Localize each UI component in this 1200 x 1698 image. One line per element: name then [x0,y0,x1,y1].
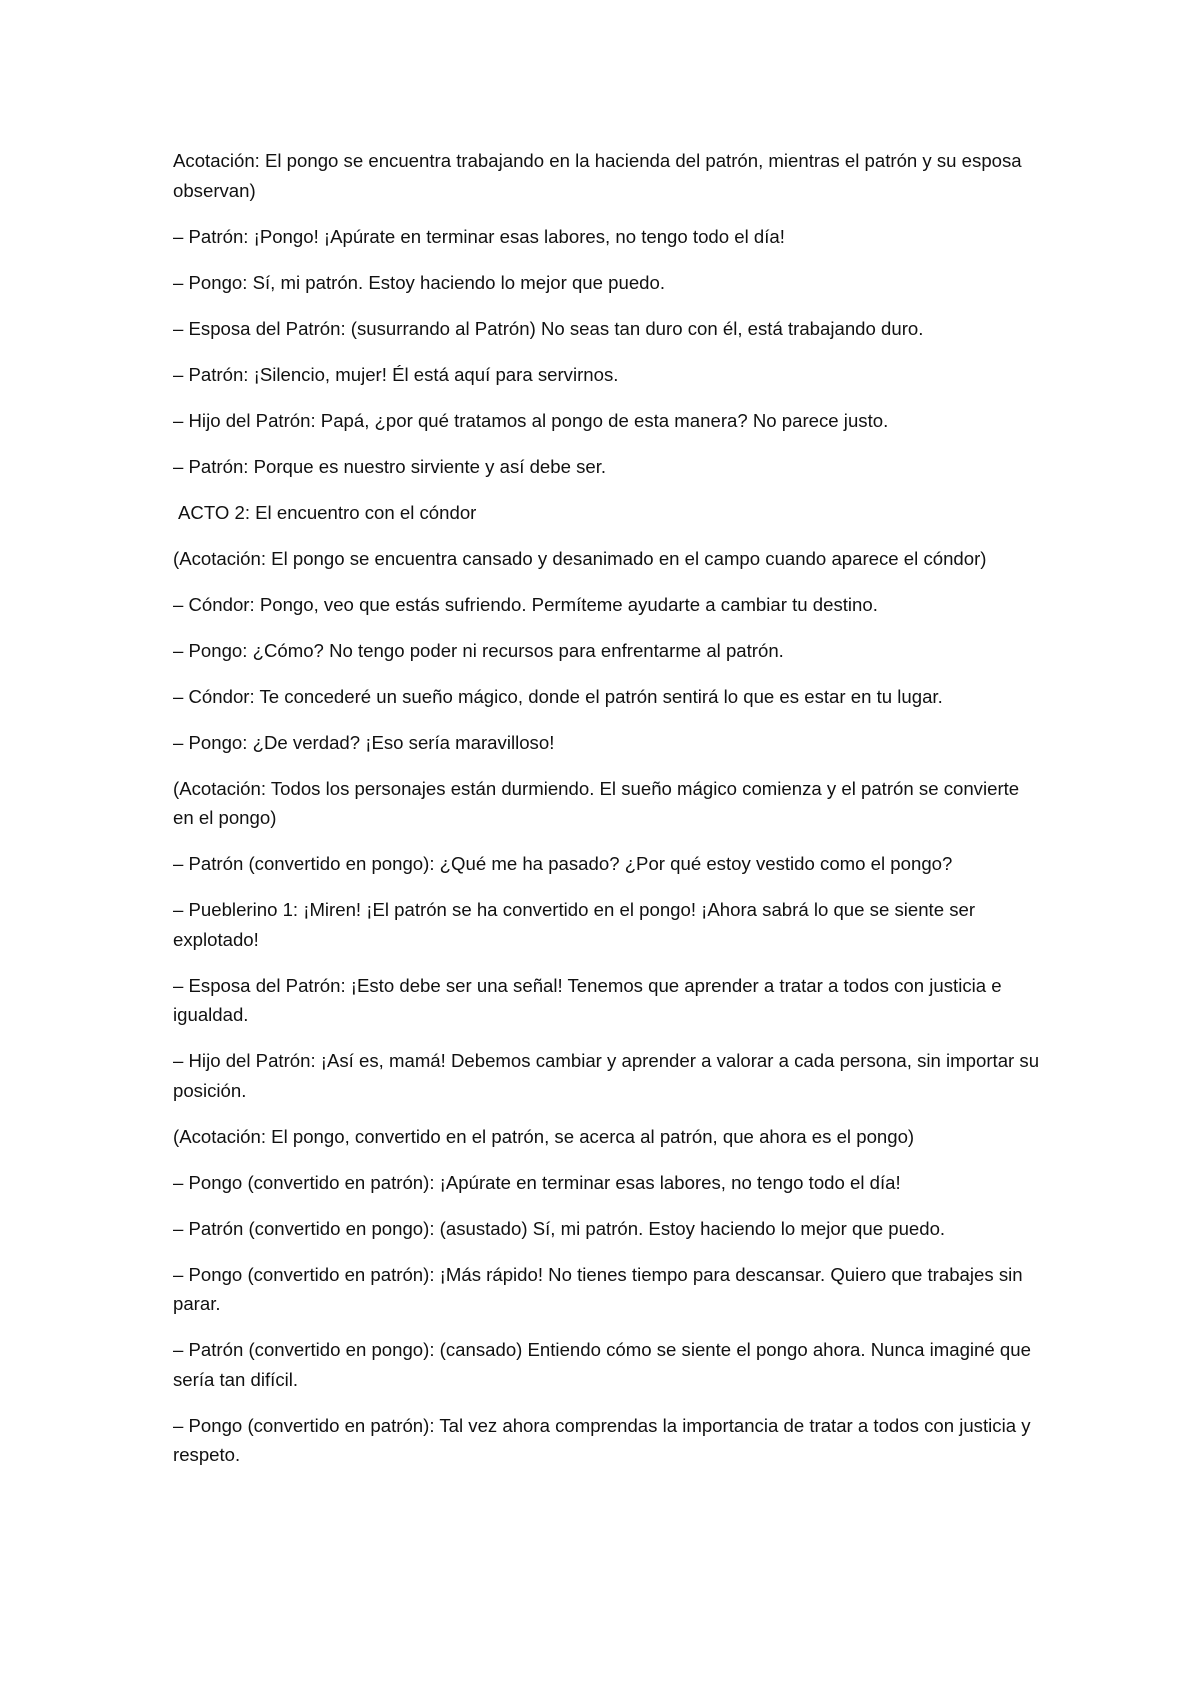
stage-direction: (Acotación: El pongo se encuentra cansado y desanimado en el campo cuando aparece el cóndor) [173,547,987,569]
dialogue-line: – Pongo (convertido en patrón): ¡Más rápido! No tienes tiempo para descansar. Quiero que trabajes sin parar. [173,1263,1023,1314]
dialogue-line: – Patrón (convertido en pongo): ¿Qué me ha pasado? ¿Por qué estoy vestido como el pongo? [173,853,953,874]
dialogue-line: – Hijo del Patrón: Papá, ¿por qué tratamos al pongo de esta manera? No parece justo. [173,409,889,431]
dialogue-line: – Patrón (convertido en pongo): (cansado) Entiendo cómo se siente el pongo ahora. Nunca imaginé que sería tan difícil. [173,1339,1031,1390]
dialogue-line: – Pongo: ¿Cómo? No tengo poder ni recursos para enfrentarme al patrón. [173,639,784,661]
document-body [173,146,1043,1486]
dialogue-line: – Pueblerino 1: ¡Miren! ¡El patrón se ha convertido en el pongo! ¡Ahora sabrá lo que se siente ser explotado! [173,899,976,950]
dialogue-line: – Hijo del Patrón: ¡Así es, mamá! Debemos cambiar y aprender a valorar a cada persona, sin importar su posición. [173,1050,1040,1101]
dialogue-line: – Cóndor: Te concederé un sueño mágico, donde el patrón sentirá lo que es estar en tu lugar. [173,685,943,707]
stage-direction: (Acotación: El pongo, convertido en el patrón, se acerca al patrón, que ahora es el pongo) [173,1125,915,1147]
act-heading: ACTO 2: El encuentro con el cóndor [178,501,477,523]
dialogue-line: – Esposa del Patrón: ¡Esto debe ser una señal! Tenemos que aprender a tratar a todos con justicia e igualdad. [173,974,1002,1025]
dialogue-line: – Pongo: ¿De verdad? ¡Eso sería maravilloso! [173,731,555,753]
dialogue-line: – Pongo (convertido en patrón): ¡Apúrate en terminar esas labores, no tengo todo el día! [173,1171,901,1193]
dialogue-line: – Patrón: Porque es nuestro sirviente y así debe ser. [173,455,607,477]
stage-direction: (Acotación: Todos los personajes están durmiendo. El sueño mágico comienza y el patrón se convierte en el pongo) [173,777,1020,828]
dialogue-line: – Patrón: ¡Pongo! ¡Apúrate en terminar esas labores, no tengo todo el día! [173,225,785,247]
dialogue-line: – Patrón (convertido en pongo): (asustado) Sí, mi patrón. Estoy haciendo lo mejor que puedo. [173,1217,946,1239]
dialogue-line: – Cóndor: Pongo, veo que estás sufriendo. Permíteme ayudarte a cambiar tu destino. [173,593,878,615]
stage-direction: Acotación: El pongo se encuentra trabajando en la hacienda del patrón, mientras el patrón y su esposa observan) [173,150,1022,201]
dialogue-line: – Patrón: ¡Silencio, mujer! Él está aquí para servirnos. [173,363,619,385]
dialogue-line: – Esposa del Patrón: (susurrando al Patrón) No seas tan duro con él, está trabajando duro. [173,317,924,339]
dialogue-line: – Pongo: Sí, mi patrón. Estoy haciendo lo mejor que puedo. [173,271,666,293]
dialogue-line: – Pongo (convertido en patrón): Tal vez ahora comprendas la importancia de tratar a todos con justicia y respeto. [173,1414,1031,1465]
